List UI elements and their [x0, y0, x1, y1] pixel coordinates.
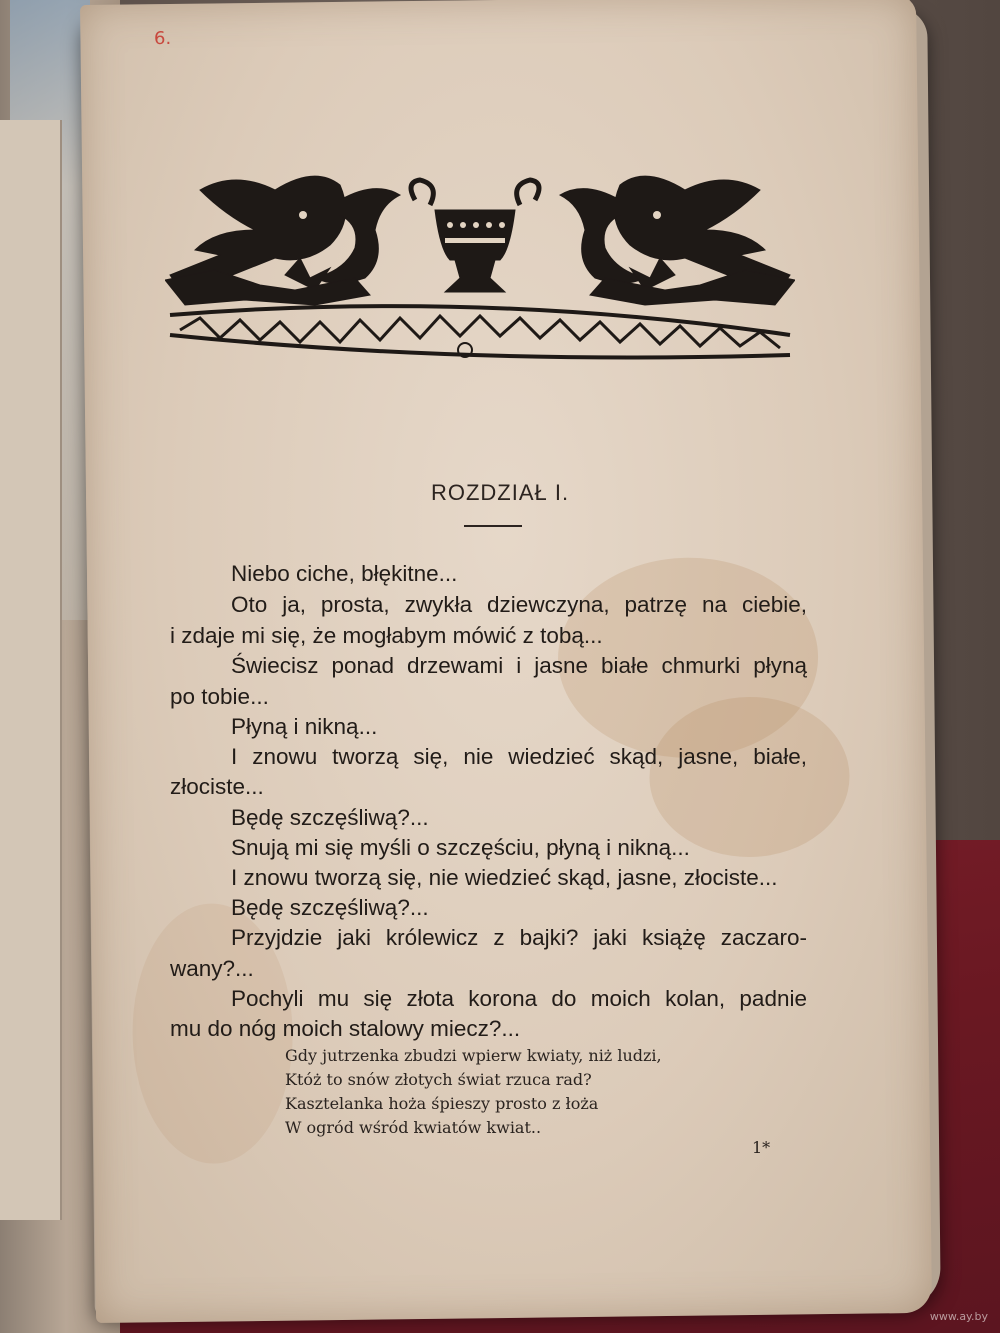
page-number: 6. — [154, 28, 172, 49]
text-line: mu do nóg moich stalowy miecz?... — [170, 1016, 521, 1041]
text-line: I znowu tworzą się, nie wiedzieć skąd, jasne, białe, — [231, 744, 807, 769]
text-line: złociste... — [170, 774, 264, 799]
zigzag-border-ornament — [170, 306, 790, 357]
watermark: www.ay.by — [929, 1310, 988, 1323]
text-line: Pochyli mu się złota korona do moich kolan, padnie — [231, 986, 807, 1011]
text-line: wany?... — [170, 956, 254, 981]
signature-mark: 1* — [752, 1138, 771, 1157]
left-bird-ornament — [165, 176, 400, 305]
verse-line: Któż to snów złotych świat rzuca rad? — [285, 1070, 592, 1089]
chapter-title: ROZDZIAŁ I. — [430, 480, 570, 505]
text-line: Świecisz ponad drzewami i jasne białe chmurki płyną — [231, 653, 807, 678]
text-line: po tobie... — [170, 684, 269, 709]
verse-line: Gdy jutrzenka zbudzi wpierw kwiaty, niż ludzi, — [285, 1046, 662, 1065]
text-line: I znowu tworzą się, nie wiedzieć skąd, jasne, złociste... — [231, 865, 778, 890]
text-line: Oto ja, prosta, zwykła dziewczyna, patrzę na ciebie, — [231, 592, 807, 617]
verse-line: W ogród wśród kwiatów kwiat.. — [285, 1118, 542, 1137]
right-bird-ornament — [560, 176, 795, 305]
text-line: i zdaje mi się, że mogłabym mówić z tobą... — [170, 623, 603, 648]
verse-line: Kasztelanka hoża śpieszy prosto z łoża — [285, 1094, 599, 1113]
text-line: Przyjdzie jaki królewicz z bajki? jaki książę zaczaro- — [231, 925, 807, 950]
adjacent-book-page — [0, 120, 62, 1220]
text-line: Będę szczęśliwą?... — [231, 895, 429, 920]
title-underline — [464, 525, 522, 527]
text-line: Snują mi się myśli o szczęściu, płyną i nikną... — [231, 835, 690, 860]
vase-ornament — [411, 180, 539, 292]
text-line: Płyną i nikną... — [231, 714, 378, 739]
text-line: Będę szczęśliwą?... — [231, 805, 429, 830]
ornament-headpiece — [165, 160, 795, 370]
text-line: Niebo ciche, błękitne... — [231, 561, 458, 586]
